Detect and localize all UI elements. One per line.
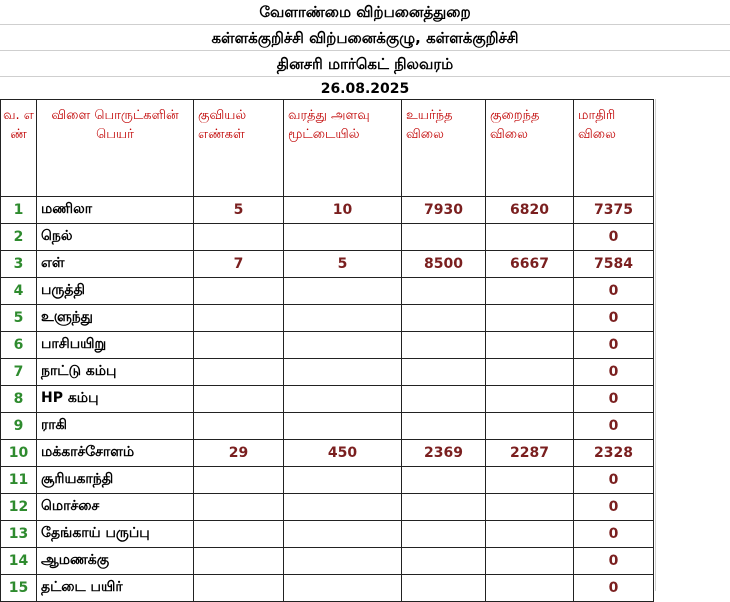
cell-arrivals — [284, 548, 402, 575]
cell-modal-price: 0 — [574, 467, 654, 494]
cell-heap-count — [194, 494, 284, 521]
cell-max-price — [402, 224, 486, 251]
table-row — [1, 494, 654, 521]
department-title: வேளாண்மை விற்பனைத்துறை — [259, 3, 471, 21]
cell-arrivals — [284, 413, 402, 440]
cell-max-price — [402, 494, 486, 521]
cell-arrivals — [284, 575, 402, 602]
cell-serial-no: 12 — [1, 494, 37, 521]
header-arrivals: வரத்து அளவு மூட்டையில் — [284, 100, 402, 197]
cell-max-price — [402, 413, 486, 440]
cell-min-price — [486, 386, 574, 413]
market-price-table — [0, 99, 654, 602]
cell-heap-count: 29 — [194, 440, 284, 467]
cell-min-price — [486, 359, 574, 386]
cell-serial-no: 9 — [1, 413, 37, 440]
cell-product-name: தட்டை பயிர் — [37, 575, 194, 602]
cell-serial-no: 10 — [1, 440, 37, 467]
cell-max-price — [402, 278, 486, 305]
table-row — [1, 467, 654, 494]
cell-heap-count — [194, 467, 284, 494]
header-heap-count: குவியல் எண்கள் — [194, 100, 284, 197]
cell-modal-price: 0 — [574, 278, 654, 305]
cell-min-price — [486, 575, 574, 602]
cell-max-price — [402, 521, 486, 548]
cell-min-price — [486, 521, 574, 548]
cell-serial-no: 15 — [1, 575, 37, 602]
cell-modal-price: 0 — [574, 575, 654, 602]
cell-product-name: ராகி — [37, 413, 194, 440]
table-row — [1, 224, 654, 251]
table-row — [1, 521, 654, 548]
cell-min-price — [486, 494, 574, 521]
cell-heap-count — [194, 332, 284, 359]
table-row — [1, 386, 654, 413]
cell-product-name: சூரியகாந்தி — [37, 467, 194, 494]
cell-serial-no: 7 — [1, 359, 37, 386]
cell-min-price — [486, 332, 574, 359]
cell-min-price — [486, 305, 574, 332]
cell-modal-price: 7375 — [574, 197, 654, 224]
committee-title: கள்ளக்குறிச்சி விற்பனைக்குழு, கள்ளக்குறிச்சி — [211, 29, 519, 47]
cell-product-name: பருத்தி — [37, 278, 194, 305]
cell-heap-count — [194, 386, 284, 413]
table-row — [1, 575, 654, 602]
header-min-price: குறைந்த விலை — [486, 100, 574, 197]
cell-heap-count — [194, 413, 284, 440]
cell-max-price — [402, 305, 486, 332]
cell-modal-price: 0 — [574, 413, 654, 440]
cell-min-price: 2287 — [486, 440, 574, 467]
cell-max-price — [402, 332, 486, 359]
cell-arrivals: 10 — [284, 197, 402, 224]
cell-serial-no: 3 — [1, 251, 37, 278]
table-row — [1, 305, 654, 332]
cell-heap-count — [194, 359, 284, 386]
cell-serial-no: 4 — [1, 278, 37, 305]
cell-max-price — [402, 548, 486, 575]
cell-heap-count — [194, 278, 284, 305]
cell-arrivals — [284, 224, 402, 251]
header-serial-no: வ. எ ண் — [1, 100, 37, 197]
cell-modal-price: 0 — [574, 224, 654, 251]
cell-product-name: பாசிபயிறு — [37, 332, 194, 359]
cell-min-price — [486, 548, 574, 575]
cell-serial-no: 8 — [1, 386, 37, 413]
cell-heap-count — [194, 575, 284, 602]
report-title: தினசரி மார்கெட் நிலவரம் — [276, 55, 454, 73]
table-row — [1, 413, 654, 440]
cell-serial-no: 11 — [1, 467, 37, 494]
cell-min-price — [486, 224, 574, 251]
cell-product-name: எள் — [37, 251, 194, 278]
cell-min-price: 6820 — [486, 197, 574, 224]
table-row — [1, 359, 654, 386]
cell-max-price — [402, 359, 486, 386]
cell-product-name: மொச்சை — [37, 494, 194, 521]
table-row — [1, 548, 654, 575]
cell-modal-price: 7584 — [574, 251, 654, 278]
cell-max-price — [402, 575, 486, 602]
cell-product-name: தேங்காய் பருப்பு — [37, 521, 194, 548]
cell-max-price — [402, 467, 486, 494]
cell-product-name: HP கம்பு — [37, 386, 194, 413]
header-max-price: உயர்ந்த விலை — [402, 100, 486, 197]
cell-heap-count: 5 — [194, 197, 284, 224]
cell-modal-price: 0 — [574, 305, 654, 332]
cell-modal-price: 0 — [574, 332, 654, 359]
cell-arrivals — [284, 359, 402, 386]
table-header-row — [1, 100, 654, 197]
cell-product-name: நாட்டு கம்பு — [37, 359, 194, 386]
cell-serial-no: 2 — [1, 224, 37, 251]
cell-modal-price: 0 — [574, 494, 654, 521]
cell-arrivals — [284, 305, 402, 332]
cell-product-name: மக்காச்சோளம் — [37, 440, 194, 467]
cell-serial-no: 14 — [1, 548, 37, 575]
cell-arrivals: 450 — [284, 440, 402, 467]
cell-modal-price: 0 — [574, 386, 654, 413]
cell-heap-count — [194, 224, 284, 251]
cell-max-price — [402, 386, 486, 413]
cell-serial-no: 6 — [1, 332, 37, 359]
table-row — [1, 278, 654, 305]
cell-heap-count — [194, 548, 284, 575]
cell-serial-no: 5 — [1, 305, 37, 332]
cell-heap-count: 7 — [194, 251, 284, 278]
cell-arrivals — [284, 278, 402, 305]
cell-arrivals: 5 — [284, 251, 402, 278]
cell-arrivals — [284, 467, 402, 494]
cell-min-price — [486, 467, 574, 494]
table-row — [1, 440, 654, 467]
cell-product-name: மணிலா — [37, 197, 194, 224]
cell-min-price — [486, 413, 574, 440]
report-date: 26.08.2025 — [320, 81, 410, 97]
cell-modal-price: 0 — [574, 359, 654, 386]
cell-arrivals — [284, 386, 402, 413]
table-row — [1, 251, 654, 278]
cell-heap-count — [194, 305, 284, 332]
cell-min-price: 6667 — [486, 251, 574, 278]
cell-modal-price: 0 — [574, 548, 654, 575]
cell-serial-no: 1 — [1, 197, 37, 224]
cell-product-name: நெல் — [37, 224, 194, 251]
cell-arrivals — [284, 494, 402, 521]
cell-min-price — [486, 278, 574, 305]
cell-arrivals — [284, 332, 402, 359]
table-row — [1, 332, 654, 359]
header-product-name: விளை பொருட்களின் பெயர் — [37, 100, 194, 197]
header-modal-price: மாதிரி விலை — [574, 100, 654, 197]
cell-max-price: 2369 — [402, 440, 486, 467]
table-row — [1, 197, 654, 224]
cell-max-price: 7930 — [402, 197, 486, 224]
cell-arrivals — [284, 521, 402, 548]
cell-heap-count — [194, 521, 284, 548]
cell-modal-price: 2328 — [574, 440, 654, 467]
cell-product-name: ஆமணக்கு — [37, 548, 194, 575]
cell-product-name: உளுந்து — [37, 305, 194, 332]
cell-modal-price: 0 — [574, 521, 654, 548]
cell-serial-no: 13 — [1, 521, 37, 548]
cell-max-price: 8500 — [402, 251, 486, 278]
